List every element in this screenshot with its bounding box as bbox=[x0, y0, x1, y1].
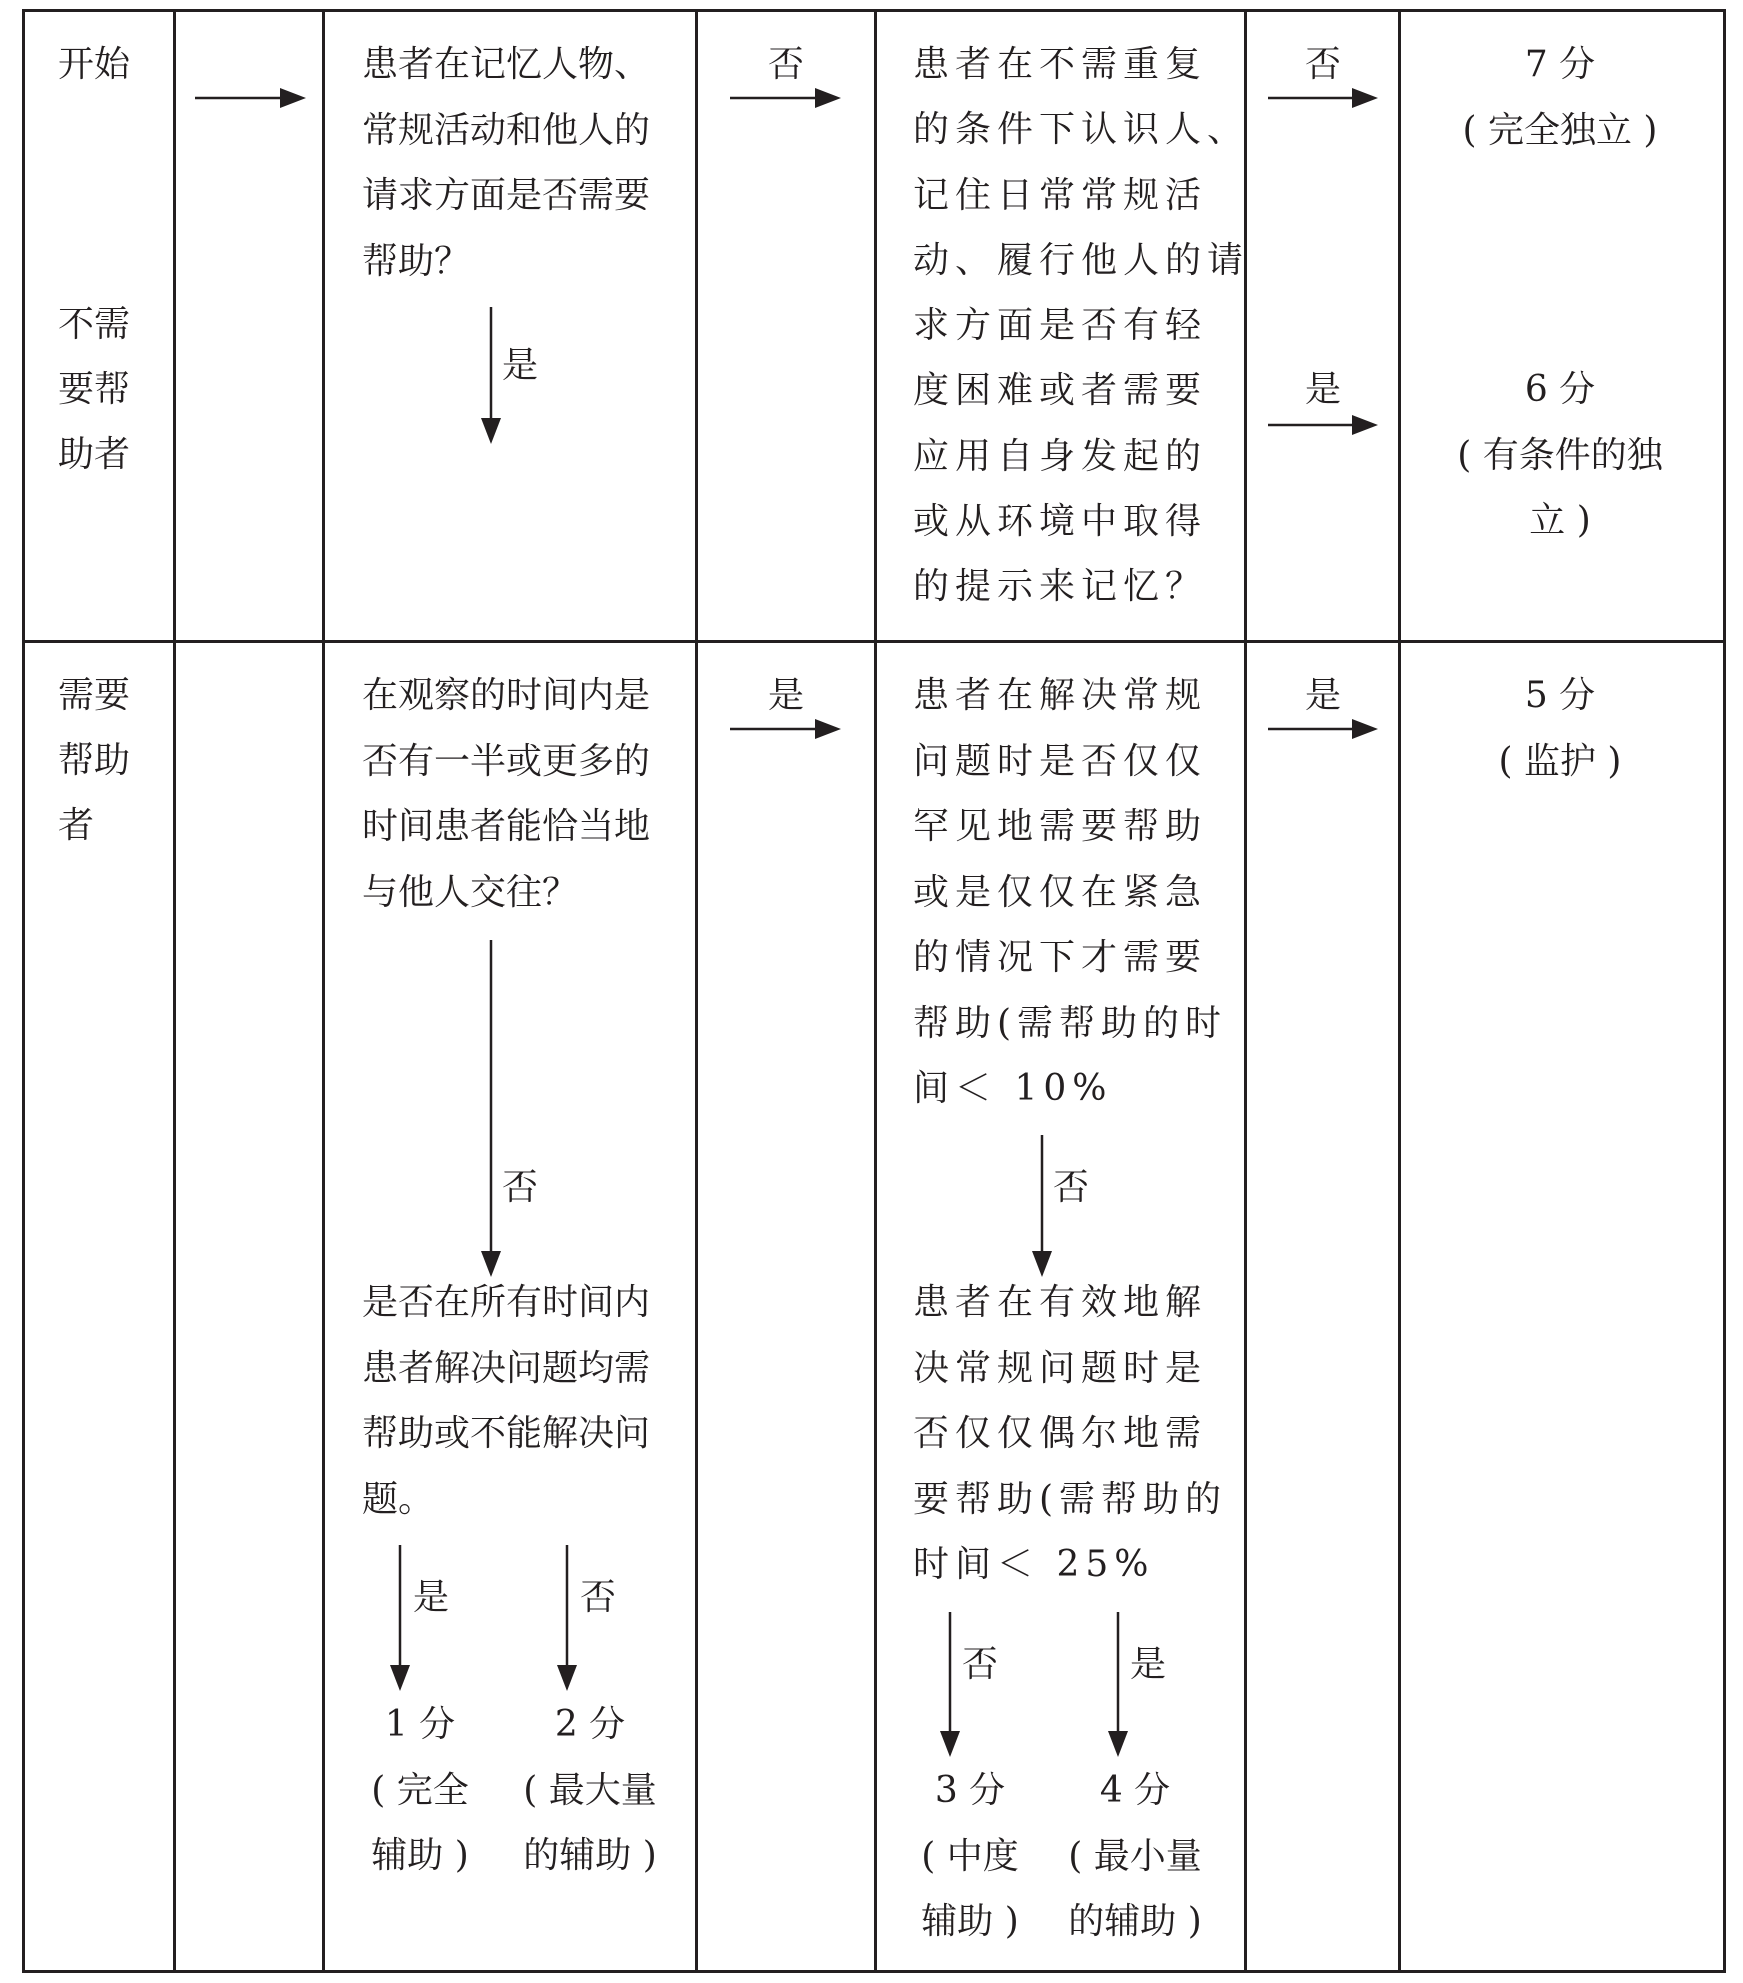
arrow-q2-yes-to-score6 bbox=[1268, 415, 1378, 435]
no-help-needed-label: 不需 要帮 助者 bbox=[58, 304, 131, 475]
score-7: 7 分 ( 完全独立 ) bbox=[1462, 44, 1658, 151]
label-yes-q2-right: 是 bbox=[1305, 369, 1342, 410]
help-needed-label: 需要 帮助 者 bbox=[58, 675, 131, 846]
label-no-q3-down: 否 bbox=[502, 1167, 539, 1208]
arrow-q2-no-to-score7 bbox=[1268, 88, 1378, 108]
label-yes-q5-down: 是 bbox=[413, 1577, 450, 1618]
label-no-q4-down: 否 bbox=[1053, 1167, 1090, 1208]
arrow-start-to-q1 bbox=[195, 88, 306, 108]
label-yes-q1-down: 是 bbox=[502, 345, 539, 386]
arrow-q4-no-to-q6 bbox=[1032, 1135, 1052, 1277]
question-social-interaction: 在观察的时间内是 否有一半或更多的 时间患者能恰当地 与他人交往？ bbox=[362, 675, 651, 913]
label-yes-q3-right: 是 bbox=[768, 675, 805, 716]
question-memory-help: 患者在记忆人物、 常规活动和他人的 请求方面是否需要 帮助？ bbox=[362, 44, 651, 282]
score-1: 1 分 ( 完全 辅助 ) bbox=[371, 1704, 469, 1876]
start-label: 开始 bbox=[58, 44, 131, 85]
arrow-q3-yes-to-q4 bbox=[730, 719, 841, 739]
score-5: 5 分 ( 监护 ) bbox=[1498, 675, 1622, 782]
score-4: 4 分 ( 最小量 的辅助 ) bbox=[1068, 1770, 1202, 1942]
arrow-q6-yes-to-score4 bbox=[1108, 1612, 1128, 1757]
arrow-q6-no-to-score3 bbox=[940, 1612, 960, 1757]
score-2: 2 分 ( 最大量 的辅助 ) bbox=[523, 1704, 657, 1876]
arrow-q1-no-to-q2 bbox=[730, 88, 841, 108]
question-occasional-help: 患者在有效地解 决常规问题时是 否仅仅偶尔地需 要帮助(需帮助的 时间＜ 25% bbox=[913, 1282, 1228, 1585]
label-yes-q6-down: 是 bbox=[1130, 1644, 1167, 1685]
question-always-help: 是否在所有时间内 患者解决问题均需 帮助或不能解决问 题。 bbox=[362, 1282, 651, 1520]
label-no-q2-right: 否 bbox=[1305, 44, 1342, 85]
arrow-q5-yes-to-score1 bbox=[390, 1545, 410, 1691]
question-mild-difficulty: 患者在不需重复 的条件下认识人、 记住日常常规活 动、履行他人的请 求方面是否有轻 度困难或者需要 应用自身发起的 或从环境中取得 的提示来记忆？ bbox=[913, 44, 1250, 608]
score-6: 6 分 ( 有条件的独 立 ) bbox=[1457, 369, 1663, 541]
question-rare-help: 患者在解决常规 问题时是否仅仅 罕见地需要帮助 或是仅仅在紧急 的情况下才需要 帮助(需帮助的时 间＜ 10% bbox=[913, 675, 1228, 1109]
arrow-q3-no-to-q5 bbox=[481, 940, 501, 1277]
arrow-q1-yes-down bbox=[481, 307, 501, 444]
label-no-q1-right: 否 bbox=[768, 44, 805, 85]
label-no-q5-down: 否 bbox=[580, 1577, 617, 1618]
label-no-q6-down: 否 bbox=[962, 1644, 999, 1685]
label-yes-q4-right: 是 bbox=[1305, 675, 1342, 716]
score-3: 3 分 ( 中度 辅助 ) bbox=[921, 1770, 1019, 1942]
arrow-q4-yes-to-score5 bbox=[1268, 719, 1378, 739]
arrow-q5-no-to-score2 bbox=[557, 1545, 577, 1691]
